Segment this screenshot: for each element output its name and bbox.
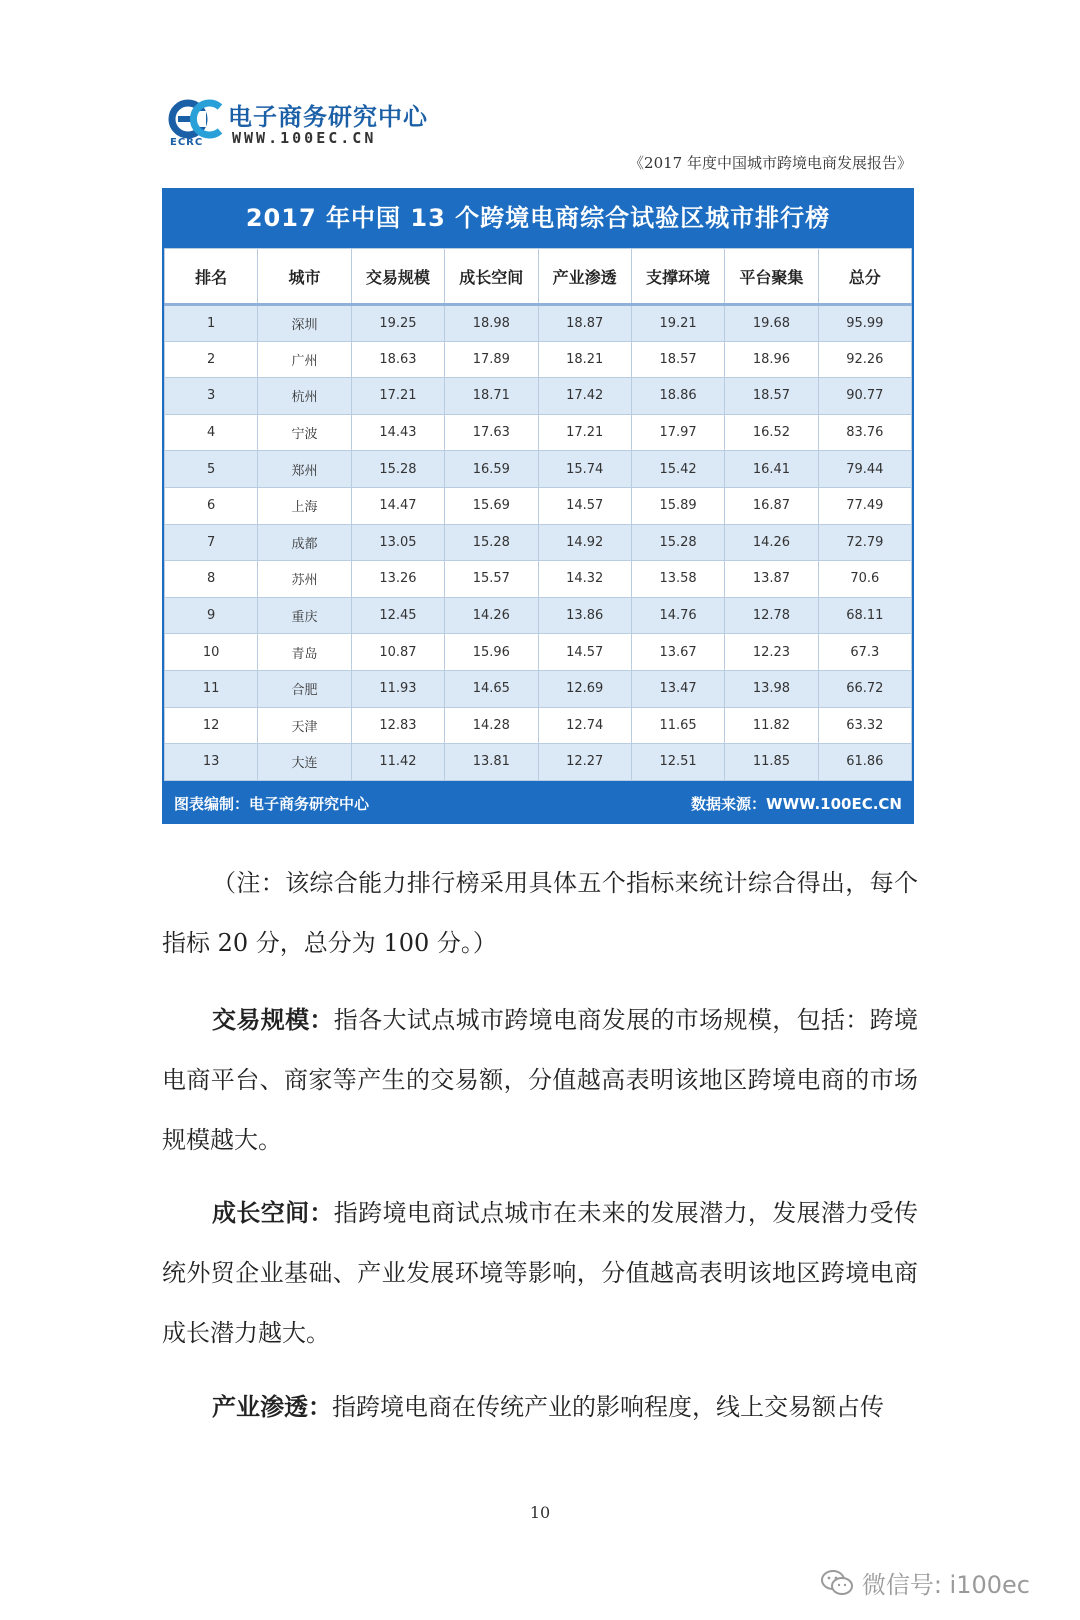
table-row [165,524,912,561]
table-cell: 11 [165,670,258,707]
table-cell: 17.42 [538,378,631,415]
paragraph-text: 指跨境电商在传统产业的影响程度，线上交易额占传 [332,1393,884,1421]
table-cell: 1 [165,305,258,342]
paragraph-industry-penetration [162,1377,918,1437]
table-cell: 11.65 [631,707,724,744]
table-cell: 杭州 [258,378,351,415]
table-cell: 13.81 [445,744,538,781]
ecrc-logo [168,95,428,155]
column-header: 产业渗透 [538,249,631,305]
table-cell: 61.86 [818,744,911,781]
table-cell: 16.52 [725,414,818,451]
table-cell: 18.96 [725,341,818,378]
logo-title: 电子商务研究中心 [228,103,428,131]
table-cell: 19.21 [631,305,724,342]
table-cell: 17.89 [445,341,538,378]
table-cell: 18.57 [631,341,724,378]
table-note: （注：该综合能力排行榜采用具体五个指标来统计综合得出，每个指标 20 分，总分为 100 分。） [162,869,918,957]
table-cell: 18.57 [725,378,818,415]
table-cell: 67.3 [818,634,911,671]
table-cell: 19.68 [725,305,818,342]
column-header: 排名 [165,249,258,305]
logo-url: WWW.100EC.CN [232,129,377,147]
table-cell: 青岛 [258,634,351,671]
table-cell: 70.6 [818,561,911,598]
table-cell: 18.21 [538,341,631,378]
table-cell: 12.74 [538,707,631,744]
table-row [165,561,912,598]
table-cell: 郑州 [258,451,351,488]
table-cell: 12.83 [351,707,444,744]
table-cell: 2 [165,341,258,378]
table-cell: 13.05 [351,524,444,561]
table-cell: 79.44 [818,451,911,488]
table-cell: 10 [165,634,258,671]
paragraph-growth-space [162,1183,918,1363]
table-cell: 90.77 [818,378,911,415]
table-cell: 19.25 [351,305,444,342]
table-cell: 8 [165,561,258,598]
column-header: 城市 [258,249,351,305]
table-cell: 14.26 [445,597,538,634]
logo-abbreviation: ECRC [170,137,204,148]
column-header: 交易规模 [351,249,444,305]
wechat-icon [820,1569,854,1597]
table-cell: 12.51 [631,744,724,781]
table-cell: 12.23 [725,634,818,671]
table-cell: 14.47 [351,487,444,524]
table-cell: 12.78 [725,597,818,634]
table-cell: 5 [165,451,258,488]
data-source-note: 数据来源：WWW.100EC.CN [691,795,902,813]
table-cell: 18.98 [445,305,538,342]
report-title: 《2017 年度中国城市跨境电商发展报告》 [629,154,912,172]
table-row [165,305,912,342]
ranking-table-card [162,188,914,824]
table-row [165,634,912,671]
table-footer [162,782,914,824]
table-cell: 14.92 [538,524,631,561]
table-cell: 15.96 [445,634,538,671]
table-cell: 15.69 [445,487,538,524]
table-cell: 11.85 [725,744,818,781]
table-cell: 13.67 [631,634,724,671]
table-cell: 10.87 [351,634,444,671]
table-cell: 广州 [258,341,351,378]
table-cell: 13.86 [538,597,631,634]
table-cell: 重庆 [258,597,351,634]
table-cell: 17.21 [538,414,631,451]
column-header: 成长空间 [445,249,538,305]
table-cell: 17.63 [445,414,538,451]
table-cell: 12.69 [538,670,631,707]
table-cell: 14.32 [538,561,631,598]
table-cell: 18.63 [351,341,444,378]
table-cell: 11.82 [725,707,818,744]
table-cell: 11.93 [351,670,444,707]
table-cell: 宁波 [258,414,351,451]
table-header-row [165,249,912,305]
table-row [165,707,912,744]
table-row [165,378,912,415]
table-cell: 3 [165,378,258,415]
table-cell: 12.27 [538,744,631,781]
table-cell: 13.47 [631,670,724,707]
table-row [165,341,912,378]
column-header: 平台聚集 [725,249,818,305]
page-number: 10 [529,1503,551,1522]
table-cell: 92.26 [818,341,911,378]
table-cell: 66.72 [818,670,911,707]
table-cell: 15.89 [631,487,724,524]
table-cell: 12.45 [351,597,444,634]
table-cell: 15.28 [631,524,724,561]
wechat-watermark [820,1565,1030,1600]
column-header: 总分 [818,249,911,305]
paragraph-text: 指跨境电商试点城市在未来的发展潜力，发展潜力受传统外贸企业基础、产业发展环境等影响，分值越高表明该地区跨境电商成长潜力越大。 [162,1199,919,1347]
table-cell: 大连 [258,744,351,781]
table-cell: 83.76 [818,414,911,451]
table-row [165,487,912,524]
table-cell: 深圳 [258,305,351,342]
table-cell: 14.76 [631,597,724,634]
table-body [165,305,912,781]
table-cell: 72.79 [818,524,911,561]
table-row [165,414,912,451]
table-cell: 13.87 [725,561,818,598]
table-cell: 14.57 [538,634,631,671]
table-cell: 13.58 [631,561,724,598]
paragraph-transaction-scale [162,990,918,1170]
table-cell: 18.71 [445,378,538,415]
table-cell: 13.26 [351,561,444,598]
paragraph-label: 交易规模： [212,1005,334,1034]
table-cell: 15.28 [351,451,444,488]
table-cell: 16.41 [725,451,818,488]
paragraph-text: 指各大试点城市跨境电商发展的市场规模，包括：跨境电商平台、商家等产生的交易额，分值越高表明该地区跨境电商的市场规模越大。 [162,1006,919,1154]
table-cell: 77.49 [818,487,911,524]
table-cell: 6 [165,487,258,524]
ranking-table [164,248,912,781]
table-cell: 天津 [258,707,351,744]
table-cell: 95.99 [818,305,911,342]
table-cell: 16.87 [725,487,818,524]
chart-compiler-note: 图表编制：电子商务研究中心 [174,795,370,813]
table-cell: 18.87 [538,305,631,342]
table-row [165,451,912,488]
table-cell: 15.42 [631,451,724,488]
table-title: 2017 年中国 13 个跨境电商综合试验区城市排行榜 [245,204,831,232]
table-cell: 11.42 [351,744,444,781]
table-cell: 上海 [258,487,351,524]
table-cell: 4 [165,414,258,451]
paragraph-label: 产业渗透： [212,1392,332,1421]
table-cell: 12 [165,707,258,744]
table-cell: 苏州 [258,561,351,598]
table-cell: 14.57 [538,487,631,524]
table-cell: 17.97 [631,414,724,451]
table-cell: 成都 [258,524,351,561]
table-cell: 63.32 [818,707,911,744]
table-cell: 13.98 [725,670,818,707]
table-cell: 7 [165,524,258,561]
table-cell: 68.11 [818,597,911,634]
table-cell: 14.26 [725,524,818,561]
paragraph-label: 成长空间： [212,1198,334,1227]
table-cell: 15.57 [445,561,538,598]
table-cell: 14.28 [445,707,538,744]
table-cell: 合肥 [258,670,351,707]
table-cell: 16.59 [445,451,538,488]
table-cell: 15.74 [538,451,631,488]
table-cell: 14.65 [445,670,538,707]
table-cell: 14.43 [351,414,444,451]
table-cell: 17.21 [351,378,444,415]
table-row [165,597,912,634]
table-row [165,670,912,707]
column-header: 支撑环境 [631,249,724,305]
table-cell: 15.28 [445,524,538,561]
table-wrapper [164,248,912,780]
watermark-text: 微信号: i100ec [861,1571,1030,1599]
table-cell: 9 [165,597,258,634]
table-cell: 13 [165,744,258,781]
table-row [165,744,912,781]
table-cell: 18.86 [631,378,724,415]
